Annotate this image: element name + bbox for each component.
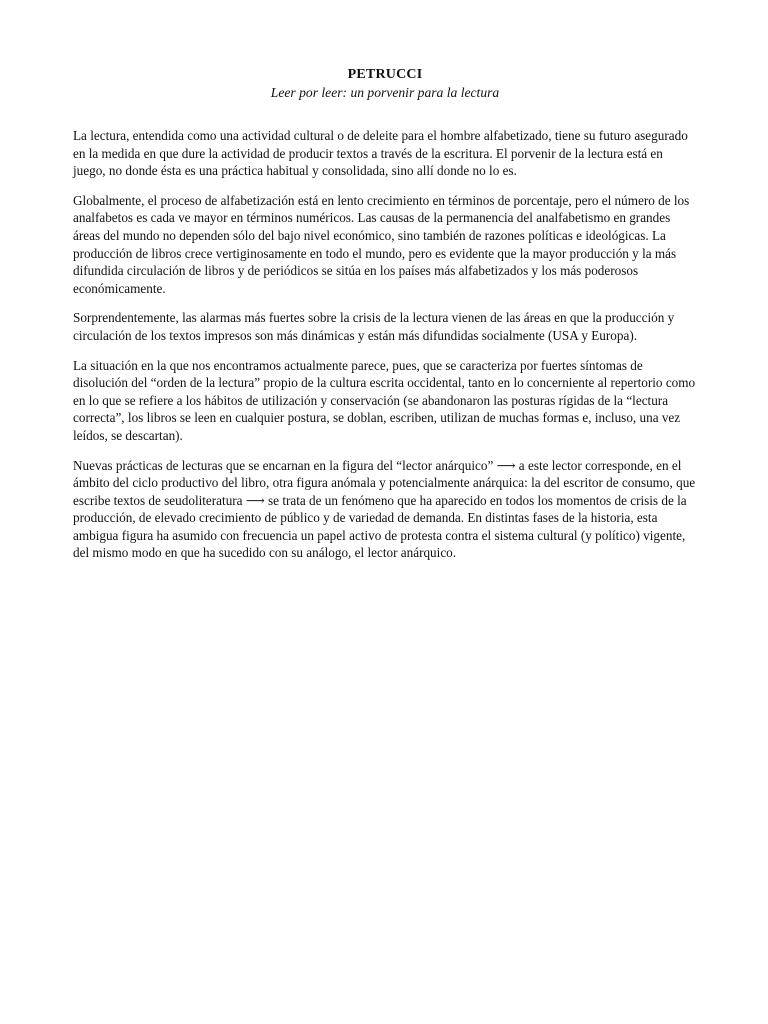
paragraph-5: Nuevas prácticas de lecturas que se encarnan en la figura del “lector anárquico” ⟶ a este lector corresponde, en el ámbito del ciclo productivo del libro, otra figura anómala y potencialmente anárquica: la del escritor de consumo, que escribe textos de seudoliteratura ⟶ se trata de un fenómeno que ha aparecido en todos los momentos de crisis de la producción, de elevado crecimiento de público y de variedad de demanda. En distintas fases de la historia, esta ambigua figura ha asumido con frecuencia un papel activo de protesta contra el sistema cultural (y político) vigente, del mismo modo en que ha sucedido con su análogo, el lector anárquico. <box>73 457 696 561</box>
document-subtitle: Leer por leer: un porvenir para la lectura <box>270 85 500 100</box>
paragraph-2: Globalmente, el proceso de alfabetización está en lento crecimiento en términos de porcentaje, pero el número de los analfabetos es cada ve mayor en términos numéricos. Las causas de la permanencia del analfabetismo en grandes áreas del mundo no dependen sólo del bajo nivel económico, sino también de razones políticas e ideológicas. La producción de libros crece vertiginosamente en todo el mundo, pero es evidente que la mayor producción y la más difundida circulación de libros y de periódicos se sitúa en los países más alfabetizados y los más poderosos económicamente. <box>73 192 690 296</box>
author-heading: PETRUCCI <box>347 67 423 82</box>
paragraph-4: La situación en la que nos encontramos actualmente parece, pues, que se caracteriza por fuertes síntomas de disolución del “orden de la lectura” propio de la cultura escrita occidental, tanto en lo concerniente al repertorio como en lo que se refiere a los hábitos de utilización y conservación (se abandonaron las posturas rígidas de la “lectura correcta”, los libros se leen en cualquier postura, se doblan, escriben, utilizan de muchas formas e, incluso, una vez leídos, se descartan). <box>73 357 696 443</box>
document-body <box>73 127 697 562</box>
document-page <box>73 66 697 574</box>
document-header <box>73 66 697 102</box>
paragraph-1: La lectura, entendida como una actividad cultural o de deleite para el hombre alfabetizado, tiene su futuro asegurado en la medida en que dure la actividad de producir textos a través de la escritura. El porvenir de la lectura está en juego, no donde ésta es una práctica habitual y consolidada, sino allí donde no lo es. <box>73 128 688 179</box>
paragraph-3: Sorprendentemente, las alarmas más fuertes sobre la crisis de la lectura vienen de las áreas en que la producción y circulación de los textos impresos son más dinámicas y están más difundidas socialmente (USA y Europa). <box>73 310 675 343</box>
